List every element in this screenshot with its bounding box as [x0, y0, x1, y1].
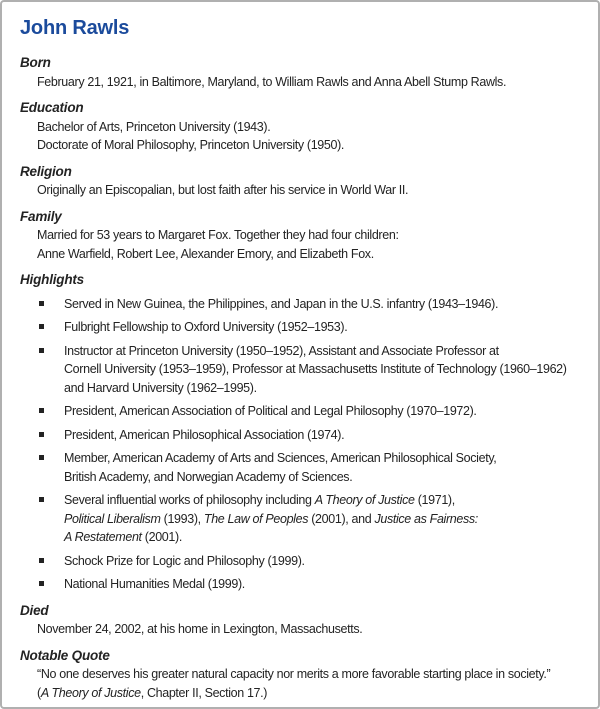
bullet-item — [20, 318, 580, 337]
bullet-item — [20, 575, 580, 594]
text-segment: ( — [37, 685, 41, 700]
text-segment: (2001). — [141, 530, 182, 544]
bullet-text — [64, 342, 567, 398]
section-heading: Notable Quote — [20, 647, 110, 663]
text-line — [64, 379, 567, 398]
text-line — [37, 665, 580, 684]
bullet-text — [64, 575, 245, 594]
bullet-item — [20, 426, 580, 445]
text-line — [64, 575, 245, 594]
paragraph — [20, 620, 580, 639]
text-segment: Served in New Guinea, the Philippines, and Japan in the U.S. infantry (1943–1946). — [64, 296, 499, 311]
text-segment: British Academy, and Norwegian Academy of Sciences. — [64, 469, 353, 484]
text-segment: Instructor at Princeton University (1950–1952), Assistant and Associate Professor at — [64, 343, 499, 358]
text-segment: Cornell University (1953–1959), Professor at Massachusetts Institute of Technology (1960–1962) — [64, 362, 567, 376]
text-line — [37, 620, 580, 639]
bullet-text — [64, 318, 347, 337]
text-line — [64, 360, 567, 379]
bullet-square-icon — [39, 581, 44, 586]
text-segment: A Theory of Justice — [40, 685, 141, 700]
bullet-square-icon — [39, 324, 44, 329]
bullet-text — [64, 552, 305, 571]
text-segment: Doctorate of Moral Philosophy, Princeton University (1950). — [37, 138, 345, 152]
sections-container — [20, 54, 580, 702]
bullet-text — [64, 426, 344, 445]
text-line — [64, 528, 478, 547]
bullet-square-icon — [39, 432, 44, 437]
section-notable-quote — [20, 647, 580, 703]
text-line — [37, 181, 580, 200]
bullet-text — [64, 449, 496, 486]
bullet-text — [64, 402, 477, 421]
section-heading: Highlights — [20, 272, 84, 287]
paragraph — [20, 73, 580, 92]
paragraph — [20, 118, 580, 155]
text-segment: Bachelor of Arts, Princeton University (1943). — [37, 119, 271, 134]
text-segment: A Restatement — [64, 530, 142, 544]
bullet-item — [20, 342, 580, 398]
text-segment: February 21, 1921, in Baltimore, Maryland, to William Rawls and Anna Abell Stump Rawls. — [37, 74, 507, 89]
text-line — [64, 342, 567, 361]
text-line — [37, 136, 580, 155]
text-segment: (1971), — [414, 493, 455, 507]
text-line — [64, 552, 305, 571]
text-line — [64, 295, 498, 314]
paragraph — [20, 665, 580, 702]
section-education — [20, 99, 580, 155]
paragraph — [20, 226, 580, 263]
text-segment: Political Liberalism — [64, 511, 161, 526]
section-heading: Education — [20, 100, 84, 115]
section-died — [20, 602, 580, 639]
page-title: John Rawls — [20, 17, 130, 39]
text-segment: Anne Warfield, Robert Lee, Alexander Emory, and Elizabeth Fox. — [37, 246, 374, 261]
text-line — [37, 73, 580, 92]
section-heading: Family — [20, 208, 62, 224]
text-segment: Married for 53 years to Margaret Fox. Together they had four children: — [37, 228, 399, 242]
text-segment: President, American Association of Political and Legal Philosophy (1970–1972). — [64, 404, 477, 418]
bullet-text — [64, 491, 478, 547]
bullet-square-icon — [39, 301, 44, 306]
text-line — [37, 684, 580, 703]
section-highlights — [20, 271, 580, 594]
bullet-square-icon — [39, 408, 44, 413]
text-line — [64, 468, 496, 487]
text-segment: Fulbright Fellowship to Oxford University (1952–1953). — [64, 320, 348, 334]
text-line — [37, 118, 580, 137]
text-segment: The Law of Peoples — [203, 511, 309, 526]
bullet-item — [20, 491, 580, 547]
text-segment: Justice as Fairness: — [374, 511, 478, 526]
text-segment: (1993), — [160, 511, 204, 526]
section-family — [20, 208, 580, 264]
text-line — [64, 449, 496, 468]
text-line — [37, 226, 580, 245]
text-segment: President, American Philosophical Association (1974). — [64, 427, 345, 442]
paragraph — [20, 181, 580, 200]
section-religion — [20, 163, 580, 200]
bullet-item — [20, 449, 580, 486]
text-segment: National Humanities Medal (1999). — [64, 577, 245, 591]
text-segment: “No one deserves his greater natural capacity nor merits a more favorable starting place in society.” — [37, 667, 551, 681]
bullet-square-icon — [39, 455, 44, 460]
text-segment: Several influential works of philosophy including — [64, 493, 315, 507]
text-segment: November 24, 2002, at his home in Lexington, Massachusetts. — [37, 622, 363, 636]
text-line — [64, 426, 344, 445]
text-line — [64, 318, 347, 337]
text-line — [64, 510, 478, 529]
text-segment: Member, American Academy of Arts and Sciences, American Philosophical Society, — [64, 451, 497, 465]
bullet-item — [20, 402, 580, 421]
text-segment: Originally an Episcopalian, but lost faith after his service in World War II. — [37, 183, 409, 197]
section-born — [20, 54, 580, 91]
text-segment: and Harvard University (1962–1995). — [64, 380, 257, 395]
text-segment: Schock Prize for Logic and Philosophy (1999). — [64, 553, 305, 568]
text-segment: , Chapter II, Section 17.) — [140, 685, 268, 700]
bullet-square-icon — [39, 497, 44, 502]
bullet-square-icon — [39, 348, 44, 353]
text-segment: A Theory of Justice — [314, 493, 415, 507]
section-heading: Born — [20, 55, 51, 70]
section-heading: Religion — [20, 163, 72, 179]
text-segment: (2001), and — [308, 511, 375, 526]
bullet-item — [20, 552, 580, 571]
text-line — [64, 491, 478, 510]
bullet-text — [64, 295, 498, 314]
bullet-square-icon — [39, 558, 44, 563]
text-line — [37, 245, 580, 264]
text-line — [64, 402, 477, 421]
section-heading: Died — [20, 602, 49, 618]
bullet-item — [20, 295, 580, 314]
